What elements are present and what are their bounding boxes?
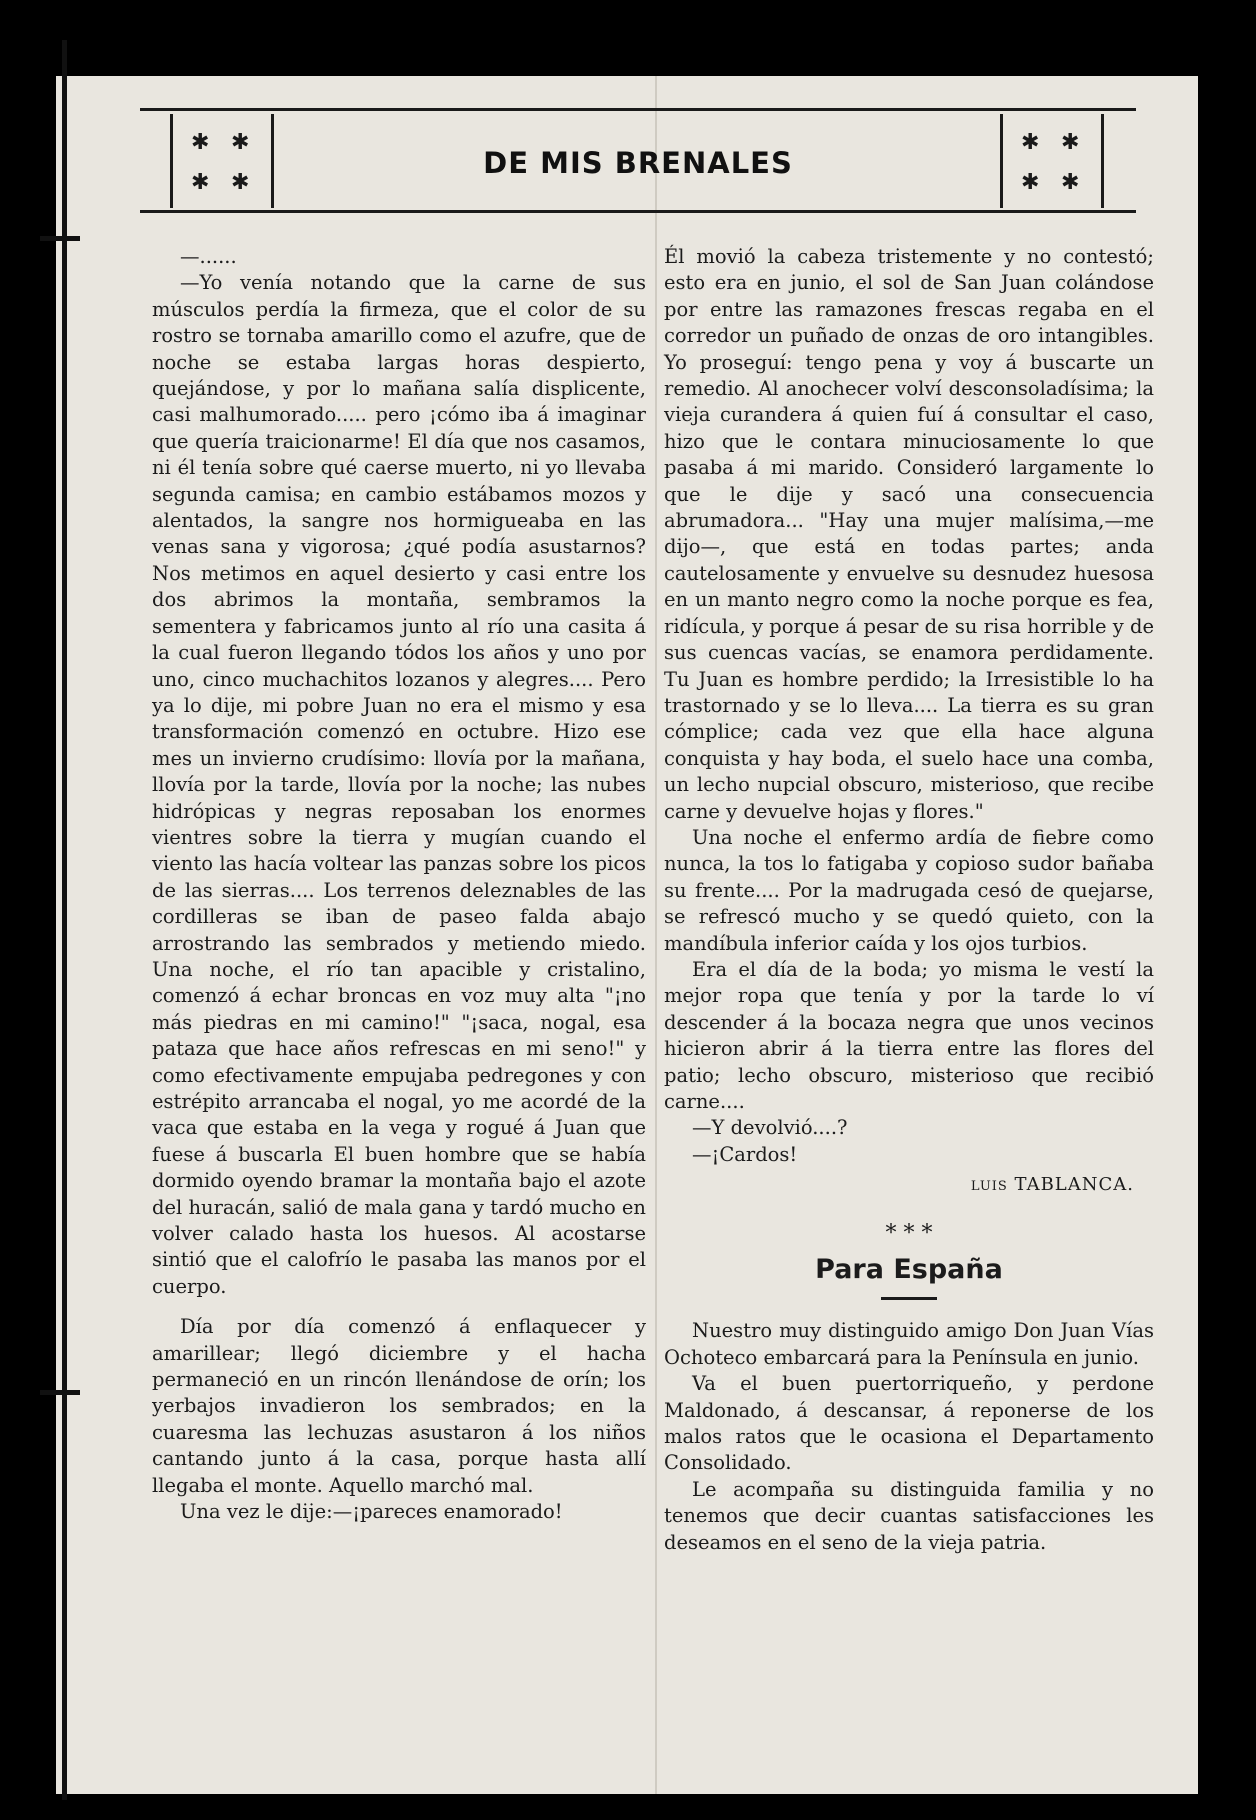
paragraph: Una vez le dije:—¡pareces enamorado! (180, 1500, 563, 1524)
star-icon: ✱ (191, 130, 210, 155)
page-fold (655, 76, 657, 1794)
page-title: DE MIS BRENALES (483, 146, 793, 180)
section-header (140, 108, 1136, 216)
dialogue-line: —Y devolvió....? (692, 1116, 848, 1140)
binding-mark (40, 236, 80, 241)
star-icon: ✱ (1021, 170, 1040, 195)
header-rule-bottom (140, 210, 1136, 213)
binding-mark (40, 1390, 80, 1395)
star-icon: ✱ (231, 170, 250, 195)
star-icon: ✱ (1061, 170, 1080, 195)
binding-edge (62, 40, 67, 1800)
star-icon: ✱ (1061, 130, 1080, 155)
paragraph: Va el buen puertorriqueño, y perdone Maldonado, á descansar, á reponerse de los malos ratos que le ocasiona el Departamento Consolidado. (664, 1372, 1154, 1475)
star-icon: ✱ (231, 130, 250, 155)
paragraph: Una noche el enfermo ardía de fiebre como nunca, la tos lo fatigaba y copioso sudor bañaba su frente.... Por la madrugada cesó de quejarse, se refrescó mucho y se quedó quieto, con la mandíbula inferior caída y los ojos turbios. (664, 825, 1154, 955)
heading-rule (881, 1297, 937, 1300)
dialogue-line: —¡Cardos! (692, 1142, 798, 1166)
author-signature (664, 1172, 1154, 1200)
paragraph: Nuestro muy distinguido amigo Don Juan Vías Ochoteco embarcará para la Península en junio. (664, 1319, 1154, 1369)
star-icon: ✱ (1021, 130, 1040, 155)
star-icon: ✱ (191, 170, 210, 195)
paragraph: Le acompaña su distinguida familia y no tenemos que decir cuantas satisfacciones les deseamos en el seno de la vieja patria. (664, 1477, 1154, 1554)
paragraph: —Yo venía notando que la carne de sus músculos perdía la firmeza, que el color de su rostro se tornaba amarillo como el azufre, que de noche se estaba largas horas despierto, quejándose, y por lo mañana salía displicente, casi malhumorado..... pero ¡cómo iba á imaginar que quería traicionarme! El día que nos casamos, ni él tenía sobre qué caerse muerto, ni yo llevaba segunda camisa; en cambio estábamos mozos y alentados, la sangre nos hormigueaba en las venas sana y vigorosa; ¿qué podía asustarnos? Nos metimos en aquel desierto y casi entre los dos abrimos la montaña, sembramos la sementera y fabricamos junto al río una casita á la cual fueron llegando tódos los años y uno por uno, cinco muchachitos lozanos y alegres.... Pero ya lo dije, mi pobre Juan no era el mismo y esa transformación comenzó en octubre. Hizo ese mes un invierno crudísimo: llovía por la mañana, llovía por la tarde, llovía por la noche; las nubes hidrópicas y negras reposaban los enormes vientres sobre la tierra y mugían cuando el viento las hacía voltear las panzas sobre los picos de las sierras.... Los terrenos deleznables de las cordilleras se iban de paseo falda abajo arrostrando las sembrados y metiendo miedo. Una noche, el río tan apacible y cristalino, comenzó á echar broncas en voz muy alta "¡no más piedras en mi camino!" "¡saca, nogal, esa pataza que hace años refrescas en mi seno!" y como efectivamente empujaba pedregones y con estrépito arrancaba el nogal, yo me acordé de la vaca que estaba en la vega y rogué á Juan que fuese á buscarla El buen hombre que se había dormido oyendo bramar la montaña bajo el azote del huracán, salió de mala gana y tardó mucho en volver calado hasta los huesos. Al acostarse sintió que el calofrío le pasaba las manos por el cuerpo. (152, 271, 646, 1298)
article-column-right (664, 244, 1154, 1556)
paragraph: —...... (180, 245, 237, 268)
paragraph: Era el día de la boda; yo misma le vestí la mejor ropa que tenía y por la tarde lo ví descender á la bocaza negra que unos vecinos hicieron abrir á la tierra entre las flores del patio; lecho obscuro, misterioso que recibió carne.... (664, 957, 1154, 1113)
star-ornament-right (1000, 114, 1104, 208)
paragraph: Día por día comenzó á enflaquecer y amarillear; llegó diciembre y el hacha permaneció en un rincón llenándose de orín; los yerbajos invadieron los sembrados; en la cuaresma las lechuzas asustaron á los niños cantando junto á la casa, porque hasta allí llegaba el monte. Aquello marchó mal. (152, 1315, 646, 1497)
article-column-left (152, 244, 646, 1526)
paragraph: Él movió la cabeza tristemente y no contestó; esto era en junio, el sol de San Juan colándose por entre las ramazones frescas regaba en el corredor un puñado de onzas de oro intangibles. Yo proseguí: tengo pena y voy á buscarte un remedio. Al anochecer volví desconsoladísima; la vieja curandera á quien fuí á consultar el caso, hizo que le contara minuciosamente lo que pasaba á mi marido. Consideró largamente lo que le dije y sacó una consecuencia abrumadora... "Hay una mujer malísima,—me dijo—, que está en todas partes; anda cautelosamente y envuelve su desnudez huesosa en un manto negro como la noche porque es fea, ridícula, y porque á pesar de su risa horrible y de sus cuencas vacías, se enamora perdidamente. Tu Juan es hombre perdido; la Irresistible lo ha trastornado y se lo lleva.... La tierra es su gran cómplice; cada vez que ella hace alguna conquista y hay boda, el suelo hace una comba, un lecho nupcial obscuro, misterioso, que recibe carne y devuelve hojas y flores." (664, 245, 1154, 823)
signature-last-name: TABLANCA. (1014, 1174, 1134, 1196)
signature-first-name: LUIS (970, 1179, 1008, 1195)
section-heading: Para España (815, 1254, 1003, 1286)
section-separator: * * * (885, 1220, 933, 1246)
header-rule-top (140, 108, 1136, 111)
